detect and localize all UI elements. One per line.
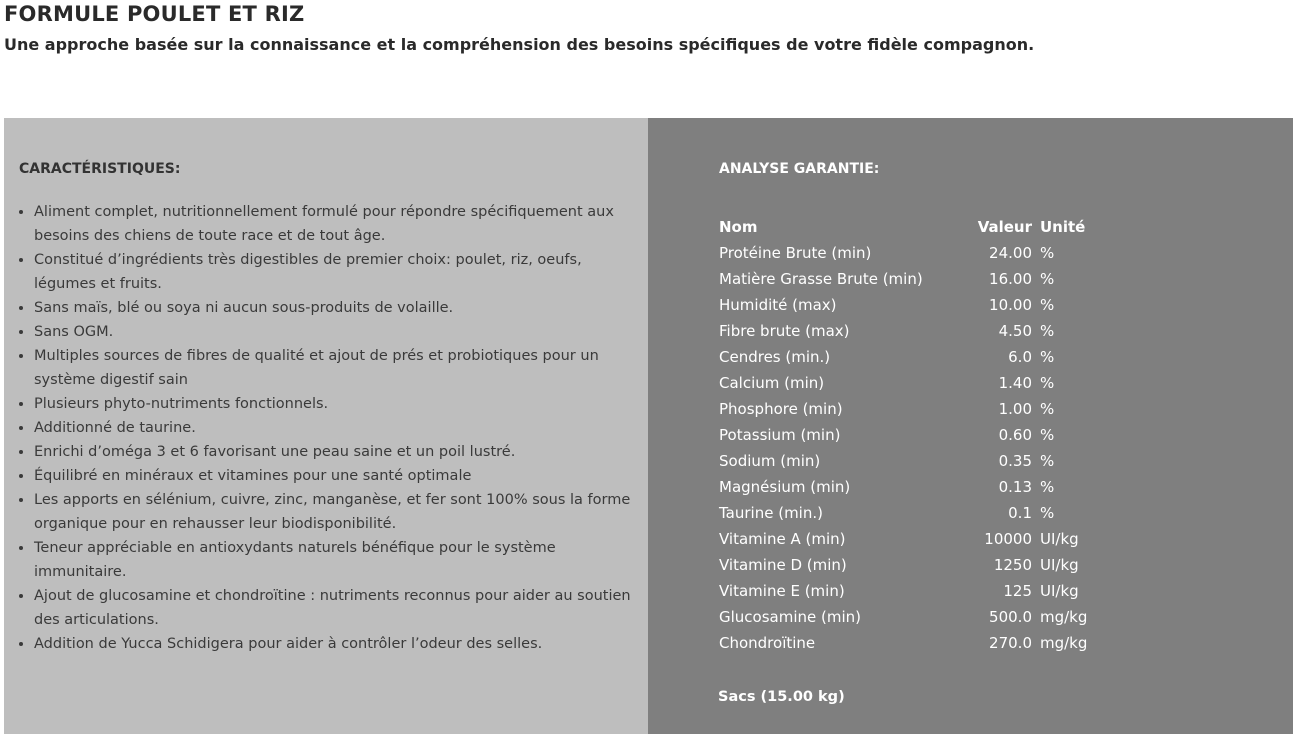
- nutrient-unit: %: [1040, 374, 1055, 392]
- nutrient-unit: mg/kg: [1040, 608, 1088, 626]
- nutrient-unit: %: [1040, 244, 1055, 262]
- nutrient-value: 270.0: [989, 634, 1032, 652]
- table-row: [715, 240, 1114, 266]
- table-row: [715, 552, 1114, 578]
- list-item: • Enrichi d’oméga 3 et 6 favorisant une peau saine et un poil lustré.: [34, 440, 644, 464]
- list-item: • Les apports en sélénium, cuivre, zinc, manganèse, et fer sont 100% sous la forme organique pour en rehausser leur biodisponibilité.: [34, 488, 644, 536]
- nutrient-value: 0.1: [1008, 504, 1032, 522]
- nutrient-unit: %: [1040, 504, 1055, 522]
- nutrient-name: Magnésium (min): [719, 478, 851, 496]
- list-item: • Constitué d’ingrédients très digestibles de premier choix: poulet, riz, oeufs, légumes et fruits.: [34, 248, 644, 296]
- nutrient-name: Cendres (min.): [719, 348, 831, 366]
- nutrient-unit: UI/kg: [1040, 530, 1079, 548]
- characteristics-heading: CARACTÉRISTIQUES:: [19, 161, 181, 177]
- nutrient-name: Vitamine A (min): [719, 530, 846, 548]
- nutrient-value: 24.00: [989, 244, 1032, 262]
- nutrient-unit: %: [1040, 348, 1055, 366]
- nutrient-unit: %: [1040, 400, 1055, 418]
- nutrient-value: 125: [1003, 582, 1032, 600]
- table-row: [715, 344, 1114, 370]
- analysis-table-body: [715, 240, 1114, 656]
- list-item: • Teneur appréciable en antioxydants naturels bénéfique pour le système immunitaire.: [34, 536, 644, 584]
- nutrient-name: Taurine (min.): [719, 504, 823, 522]
- table-header-row: [715, 214, 1114, 240]
- nutrient-value: 0.13: [998, 478, 1032, 496]
- nutrient-name: Protéine Brute (min): [719, 244, 872, 262]
- nutrient-unit: %: [1040, 478, 1055, 496]
- nutrient-unit: %: [1040, 426, 1055, 444]
- characteristics-panel: [4, 118, 648, 734]
- table-row: [715, 578, 1114, 604]
- nutrient-name: Matière Grasse Brute (min): [719, 270, 923, 288]
- table-row: [715, 292, 1114, 318]
- table-row: [715, 266, 1114, 292]
- analysis-panel: [648, 118, 1293, 734]
- list-item: • Sans OGM.: [34, 320, 644, 344]
- table-row: [715, 604, 1114, 630]
- nutrient-unit: %: [1040, 452, 1055, 470]
- nutrient-unit: mg/kg: [1040, 634, 1088, 652]
- nutrient-name: Humidité (max): [719, 296, 837, 314]
- column-header-name: Nom: [719, 218, 758, 236]
- nutrient-name: Vitamine D (min): [719, 556, 847, 574]
- nutrient-unit: UI/kg: [1040, 582, 1079, 600]
- nutrient-value: 0.35: [998, 452, 1032, 470]
- analysis-table: [715, 214, 1114, 656]
- list-item: • Addition de Yucca Schidigera pour aider à contrôler l’odeur des selles.: [34, 632, 644, 656]
- table-row: [715, 318, 1114, 344]
- table-row: [715, 370, 1114, 396]
- nutrient-unit: %: [1040, 296, 1055, 314]
- nutrient-value: 10000: [984, 530, 1032, 548]
- nutrient-name: Calcium (min): [719, 374, 825, 392]
- nutrient-name: Vitamine E (min): [719, 582, 845, 600]
- page-subtitle: Une approche basée sur la connaissance et la compréhension des besoins spécifiques de votre fidèle compagnon.: [4, 35, 1035, 54]
- list-item: • Plusieurs phyto-nutriments fonctionnels.: [34, 392, 644, 416]
- nutrient-name: Sodium (min): [719, 452, 821, 470]
- nutrient-value: 1.40: [998, 374, 1032, 392]
- page-title: FORMULE POULET ET RIZ: [4, 2, 305, 26]
- list-item: • Aliment complet, nutritionnellement formulé pour répondre spécifiquement aux besoins des chiens de toute race et de tout âge.: [34, 200, 644, 248]
- nutrient-value: 6.0: [1008, 348, 1032, 366]
- nutrient-value: 0.60: [998, 426, 1032, 444]
- table-row: [715, 422, 1114, 448]
- nutrient-unit: %: [1040, 270, 1055, 288]
- nutrient-name: Phosphore (min): [719, 400, 843, 418]
- table-row: [715, 630, 1114, 656]
- analysis-heading: ANALYSE GARANTIE:: [719, 161, 880, 177]
- nutrient-unit: UI/kg: [1040, 556, 1079, 574]
- nutrient-name: Glucosamine (min): [719, 608, 862, 626]
- nutrient-unit: %: [1040, 322, 1055, 340]
- column-header-value: Valeur: [977, 218, 1032, 236]
- nutrient-value: 10.00: [989, 296, 1032, 314]
- column-header-unit: Unité: [1040, 218, 1086, 236]
- list-item: • Équilibré en minéraux et vitamines pour une santé optimale: [34, 464, 644, 488]
- nutrient-name: Fibre brute (max): [719, 322, 850, 340]
- table-row: [715, 396, 1114, 422]
- nutrient-value: 16.00: [989, 270, 1032, 288]
- list-item: • Additionné de taurine.: [34, 416, 644, 440]
- table-row: [715, 526, 1114, 552]
- nutrient-value: 4.50: [998, 322, 1032, 340]
- list-item: • Multiples sources de fibres de qualité et ajout de prés et probiotiques pour un système digestif sain: [34, 344, 644, 392]
- nutrient-value: 1.00: [998, 400, 1032, 418]
- bag-size: Sacs (15.00 kg): [718, 689, 845, 705]
- table-row: [715, 500, 1114, 526]
- table-row: [715, 474, 1114, 500]
- list-item: • Ajout de glucosamine et chondroïtine : nutriments reconnus pour aider au soutien des articulations.: [34, 584, 644, 632]
- list-item: • Sans maïs, blé ou soya ni aucun sous-produits de volaille.: [34, 296, 644, 320]
- nutrient-name: Potassium (min): [719, 426, 841, 444]
- nutrient-value: 500.0: [989, 608, 1032, 626]
- nutrient-name: Chondroïtine: [719, 634, 816, 652]
- nutrient-value: 1250: [993, 556, 1032, 574]
- characteristics-list: [17, 200, 644, 656]
- table-row: [715, 448, 1114, 474]
